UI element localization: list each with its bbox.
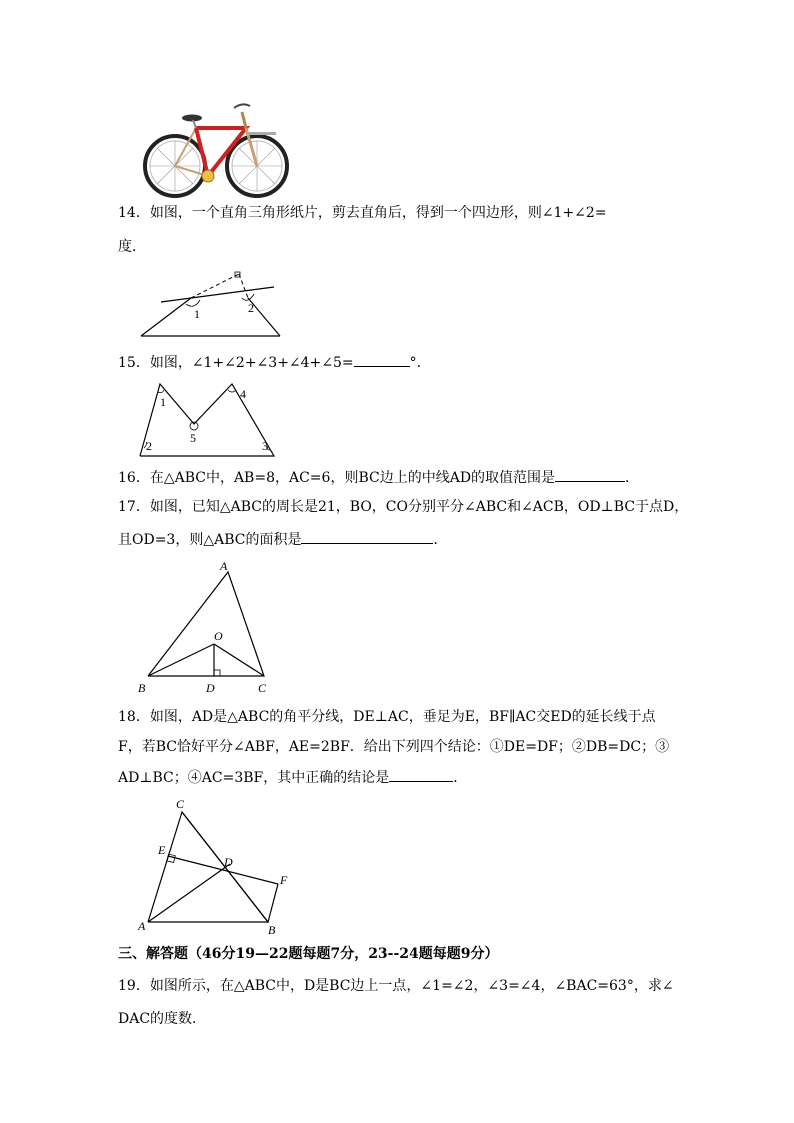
point-label-b: B — [138, 681, 146, 695]
question-19-line-1: 19．如图所示，在△ABC中，D是BC边上一点，∠1=∠2，∠3=∠4，∠BAC=63°，求∠ — [118, 978, 674, 994]
question-15: 15．如图，∠1+∠2+∠3+∠4+∠5= °． — [118, 352, 431, 373]
point-label-o: O — [214, 629, 223, 643]
answer-blank-18 — [389, 767, 453, 782]
point-label-d: D — [224, 855, 233, 869]
answer-blank-17 — [301, 529, 433, 544]
answer-blank-15 — [354, 352, 410, 367]
bicycle-image — [138, 98, 290, 198]
point-label-a: A — [138, 919, 146, 933]
question-17-figure — [134, 558, 280, 696]
question-17-line-1: 17．如图，已知△ABC的周长是21，BO，CO分别平分∠ABC和∠ACB，OD⊥BC于点D， — [118, 499, 689, 515]
angle-label-1: 1 — [160, 395, 166, 409]
point-label-c: C — [176, 797, 185, 811]
question-18-line-1: 18．如图，AD是△ABC的角平分线，DE⊥AC，垂足为E，BF∥AC交ED的延长线于点 — [118, 709, 656, 725]
angle-label-2: 2 — [146, 439, 152, 453]
question-15-figure — [136, 378, 280, 460]
angle-label-4: 4 — [240, 387, 246, 401]
question-14-line-2: 度． — [118, 239, 146, 255]
question-17-line-2: 且OD=3，则△ABC的面积是 ． — [118, 529, 447, 550]
angle-label-5: 5 — [190, 431, 196, 445]
question-14-figure — [136, 270, 284, 340]
question-18-line-3: AD⊥BC；④AC=3BF，其中正确的结论是 ． — [118, 767, 467, 788]
question-14-line-1: 14．如图，一个直角三角形纸片，剪去直角后，得到一个四边形，则∠1+∠2= — [118, 205, 607, 221]
question-18-figure — [136, 796, 296, 936]
section-heading: 三、解答题（46分19—22题每题7分，23--24题每题9分） — [118, 946, 499, 962]
angle-label-2: 2 — [248, 301, 254, 315]
answer-blank-16 — [555, 467, 625, 482]
point-label-d: D — [206, 681, 215, 695]
angle-label-1: 1 — [194, 307, 200, 321]
point-label-c: C — [258, 681, 267, 695]
angle-label-3: 3 — [262, 439, 268, 453]
point-label-f: F — [280, 873, 288, 887]
question-19-line-2: DAC的度数． — [118, 1011, 207, 1027]
point-label-e: E — [158, 843, 166, 857]
point-label-a: A — [220, 559, 228, 573]
point-label-b: B — [268, 923, 276, 936]
question-18-line-2: F，若BC恰好平分∠ABF，AE=2BF．给出下列四个结论：①DE=DF；②DB=DC；③ — [118, 739, 670, 755]
question-16: 16．在△ABC中，AB=8，AC=6，则BC边上的中线AD的取值范围是 ． — [118, 467, 639, 488]
